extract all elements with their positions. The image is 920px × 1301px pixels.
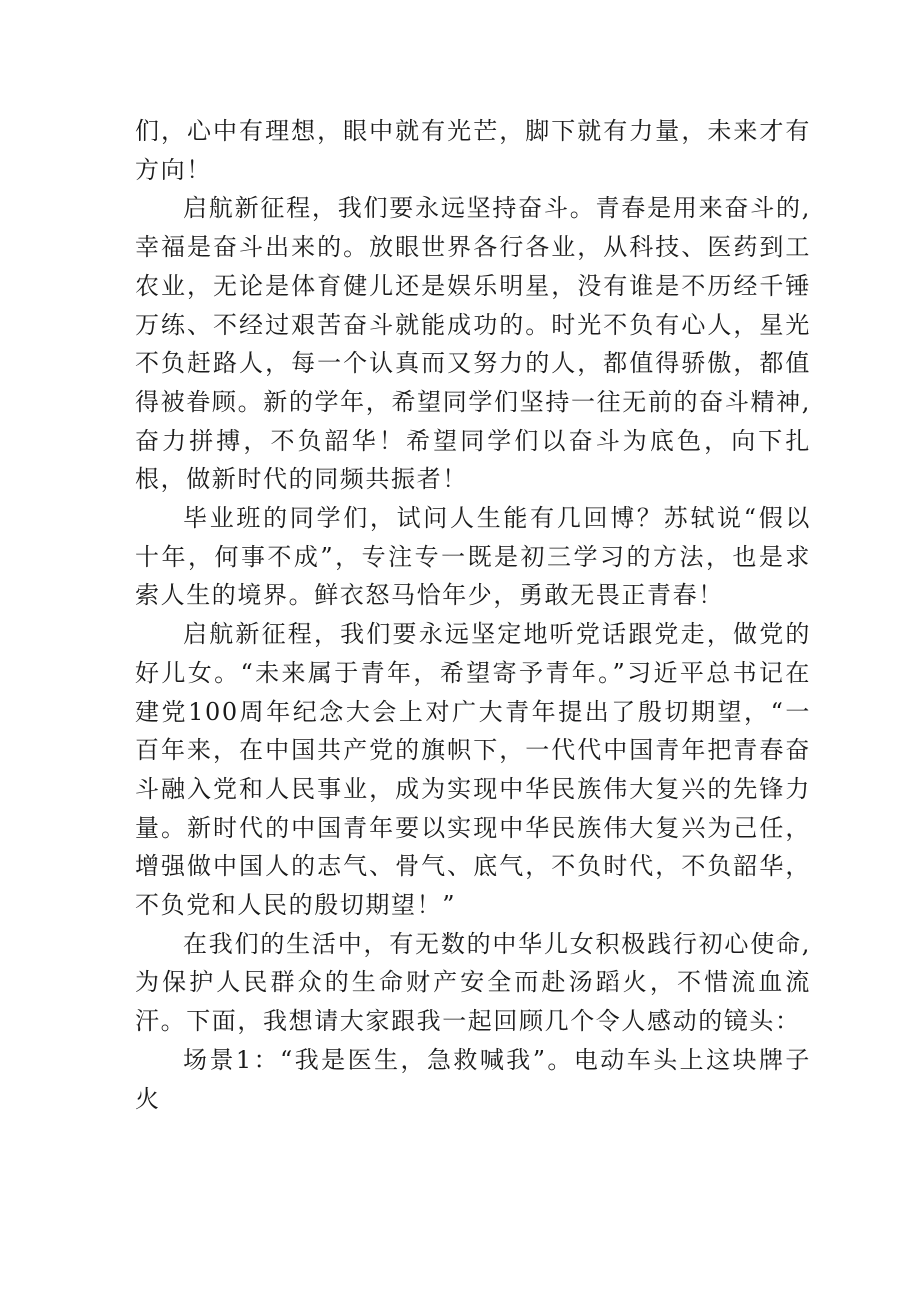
document-body [135, 112, 811, 1118]
paragraph-striving: 启航新征程，我们要永远坚持奋斗。青春是用来奋斗的,幸福是奋斗出来的。放眼世界各行各业，从科技、医药到工农业，无论是体育健儿还是娱乐明星，没有谁是不历经千锤万练、不经过艰苦奋斗就能成功的。时光不负有心人，星光不负赶路人，每一个认真而又努力的人，都值得骄傲，都值得被眷顾。新的学年，希望同学们坚持一往无前的奋斗精神,奋力拼搏，不负韶华！希望同学们以奋斗为底色，向下扎根，做新时代的同频共振者！ [135, 194, 811, 494]
paragraph-follow-the-party: 启航新征程，我们要永远坚定地听党话跟党走，做党的好儿女。“未来属于青年，希望寄予青年。”习近平总书记在建党100周年纪念大会上对广大青年提出了殷切期望，“一百年来，在中国共产党的旗帜下，一代代中国青年把青春奋斗融入党和人民事业，成为实现中华民族伟大复兴的先锋力量。新时代的中国青年要以实现中华民族伟大复兴为己任，增强做中国人的志气、骨气、底气，不负时代，不负韶华，不负党和人民的殷切期望！” [135, 620, 811, 920]
paragraph-continued: 们，心中有理想，眼中就有光芒，脚下就有力量，未来才有方向！ [135, 117, 811, 184]
paragraph-graduating-class: 毕业班的同学们，试问人生能有几回博？苏轼说“假以十年，何事不成”，专注专一既是初三学习的方法，也是求索人生的境界。鲜衣怒马恰年少，勇敢无畏正青春！ [135, 504, 811, 610]
paragraph-heroes-intro: 在我们的生活中，有无数的中华儿女积极践行初心使命,为保护人民群众的生命财产安全而赴汤蹈火，不惜流血流汗。下面，我想请大家跟我一起回顾几个令人感动的镜头： [135, 929, 811, 1036]
paragraph-scene-1: 场景1：“我是医生，急救喊我”。电动车头上这块牌子火 [135, 1045, 811, 1113]
